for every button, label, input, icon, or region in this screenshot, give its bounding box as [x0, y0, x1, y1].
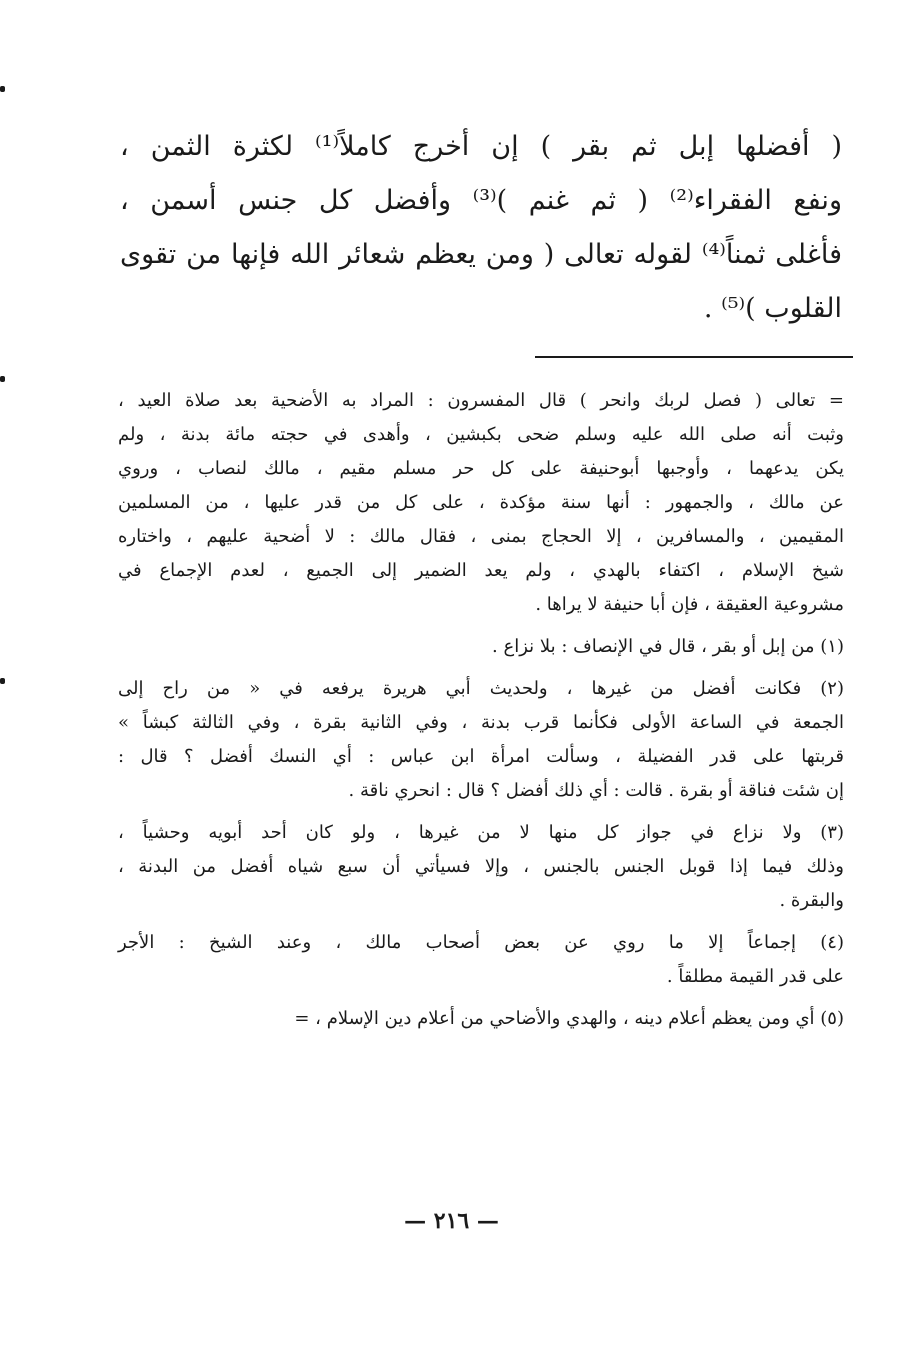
footnote-1 — [118, 630, 844, 664]
footnote-line: (٢) فكانت أفضل من غيرها ، ولحديث أبي هريرة يرفعه في « من راح إلى — [118, 678, 844, 699]
footnote-line: إن شئت فناقة أو بقرة . قالت : أي ذلك أفضل ؟ قال : انحري ناقة . — [348, 780, 844, 801]
footnote-line: (٣) ولا نزاع في جواز كل منها لا من غيرها ، ولو كان أحد أبويه وحشياً ، — [118, 822, 844, 843]
footnote-2 — [118, 672, 844, 808]
main-text-line: القلوب )⁽⁵⁾ . — [703, 293, 842, 324]
footnote-line: (١) من إبل أو بقر ، قال في الإنصاف : بلا نزاع . — [492, 636, 844, 657]
footnote-line: الجمعة في الساعة الأولى فكأنما قرب بدنة ، وفي الثانية بقرة ، وفي الثالثة كبشاً » — [118, 712, 844, 733]
footnote-continuation — [118, 384, 844, 622]
footnote-line: وثبت أنه صلى الله عليه وسلم ضحى بكبشين ، وأهدى في حجته مائة بدنة ، ولم — [118, 424, 844, 445]
footnote-line: المقيمين ، والمسافرين ، إلا الحجاج بمنى ، فقال مالك : لا أضحية عليهم ، واختاره — [118, 526, 844, 547]
main-text-line: فأغلى ثمناً⁽⁴⁾ لقوله تعالى ( ومن يعظم شعائر الله فإنها من تقوى — [120, 239, 842, 270]
page-edge-mark — [0, 86, 5, 92]
footnote-divider — [535, 356, 853, 358]
footnote-line: (٥) أي ومن يعظم أعلام دينه ، والهدي والأضاحي من أعلام دين الإسلام ، = — [294, 1008, 844, 1029]
footnote-4 — [118, 926, 844, 994]
footnotes — [118, 384, 844, 1044]
footnote-line: = تعالى ( فصل لربك وانحر ) قال المفسرون : المراد به الأضحية بعد صلاة العيد ، — [118, 390, 844, 411]
footnote-3 — [118, 816, 844, 918]
page-edge-mark — [0, 376, 5, 382]
footnote-5 — [118, 1002, 844, 1036]
main-text — [120, 120, 842, 336]
footnote-line: وذلك فيما إذا قوبل الجنس بالجنس ، وإلا فسيأتي أن سبع شياه أفضل من البدنة ، — [118, 856, 845, 877]
page-number: — ٢١٦ — — [404, 1208, 499, 1234]
footnote-line: شيخ الإسلام ، اكتفاء بالهدي ، ولم يعد الضمير إلى الجميع ، لعدم الإجماع في — [118, 560, 844, 581]
main-text-line: ونفع الفقراء⁽²⁾ ( ثم غنم )⁽³⁾ وأفضل كل جنس أسمن ، — [120, 185, 842, 216]
footnote-line: عن مالك ، والجمهور : أنها سنة مؤكدة ، على كل من قدر عليها ، من المسلمين — [118, 492, 844, 513]
footnote-line: يكن يدعهما ، وأوجبها أبوحنيفة على كل حر مسلم مقيم ، مالك لنصاب ، وروي — [118, 458, 844, 479]
page-edge-mark — [0, 678, 5, 684]
main-text-line: ( أفضلها إبل ثم بقر ) إن أخرج كاملاً⁽¹⁾ لكثرة الثمن ، — [120, 131, 843, 162]
footnote-line: (٤) إجماعاً إلا ما روي عن بعض أصحاب مالك ، وعند الشيخ : الأجر — [118, 932, 844, 953]
footnote-line: قربتها على قدر الفضيلة ، وسألت امرأة ابن عباس : أي النسك أفضل ؟ قال : — [118, 746, 844, 767]
footnote-line: والبقرة . — [779, 890, 844, 911]
footnote-line: على قدر القيمة مطلقاً . — [666, 966, 844, 987]
footnote-line: مشروعية العقيقة ، فإن أبا حنيفة لا يراها . — [535, 594, 844, 615]
